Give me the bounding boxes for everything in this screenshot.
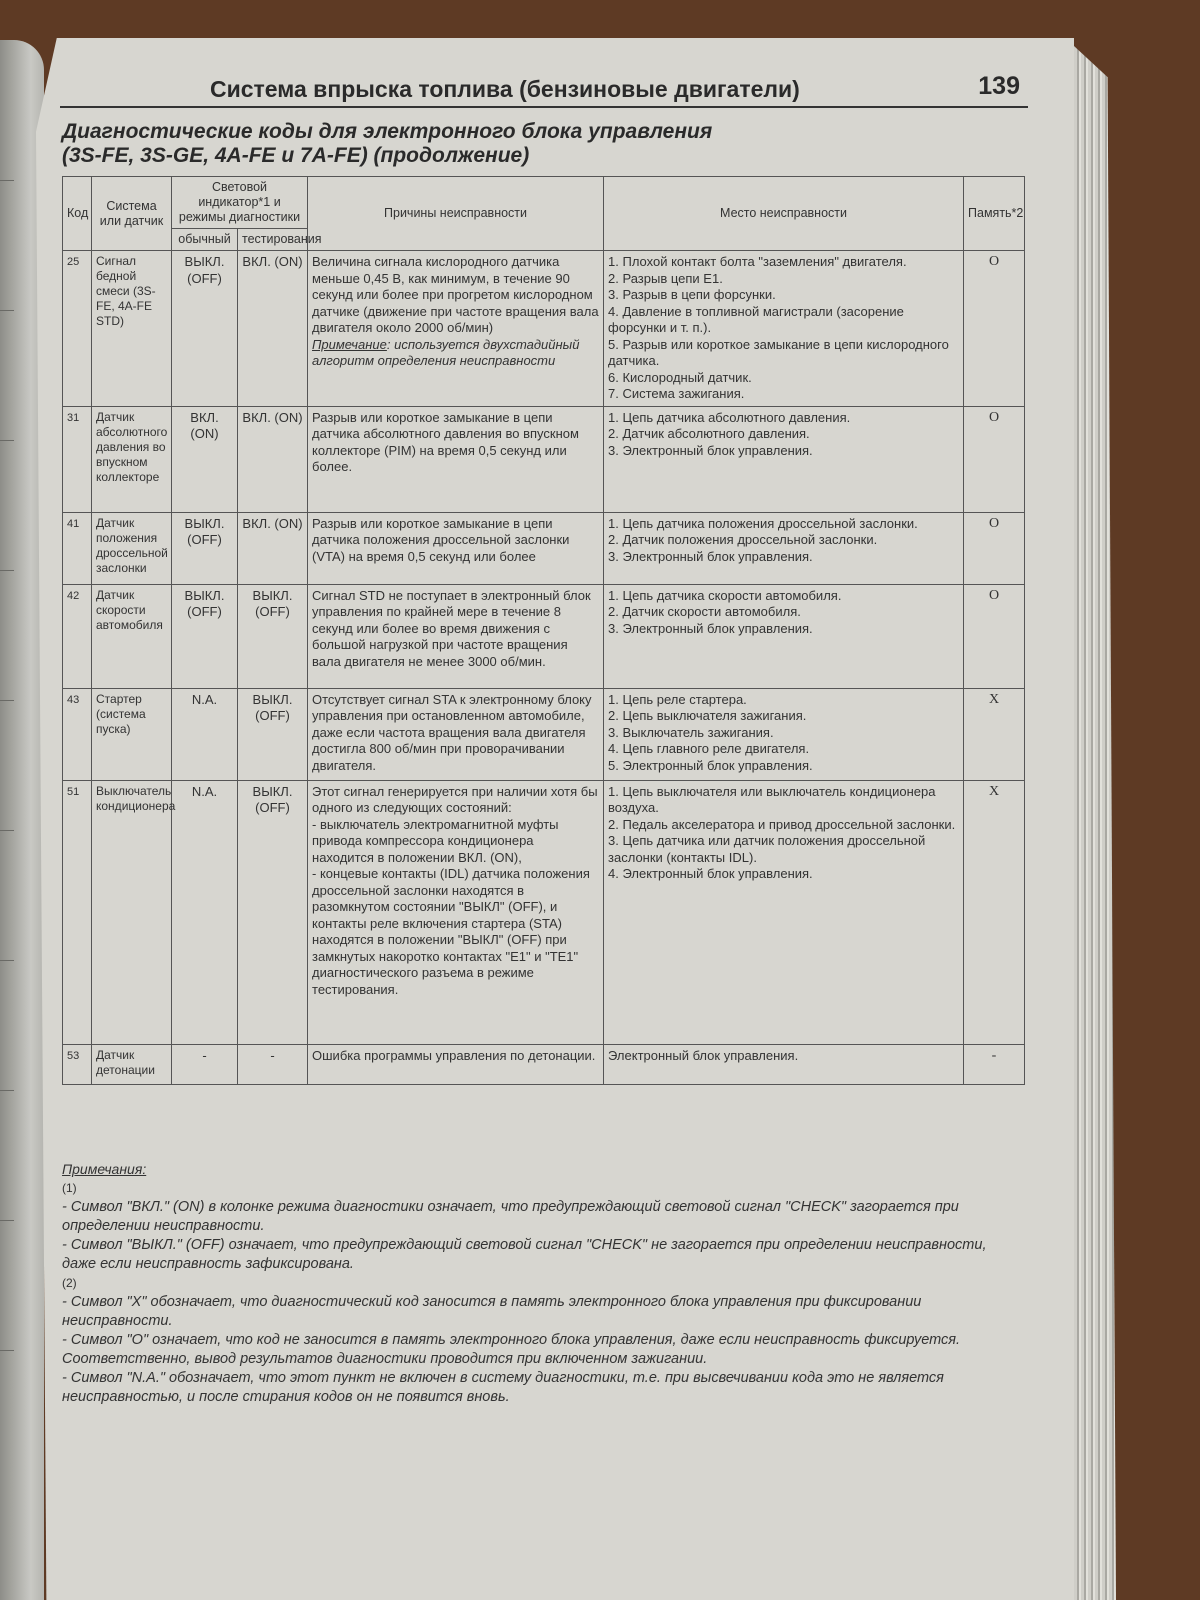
row-mode-normal: - xyxy=(172,1044,238,1084)
location-item: 2. Датчик положения дроссельной заслонки. xyxy=(608,532,878,547)
row-mode-normal: ВЫКЛ. (OFF) xyxy=(172,251,238,407)
location-item: 3. Электронный блок управления. xyxy=(608,620,813,636)
row-location xyxy=(604,406,964,512)
running-header xyxy=(60,74,1028,108)
row-mode-test: ВКЛ. (ON) xyxy=(238,406,308,512)
row-memory: - xyxy=(964,1044,1025,1084)
page-number: 139 xyxy=(978,72,1020,100)
location-item: 3. Электронный блок управления. xyxy=(608,548,813,564)
cause-text: Сигнал STD не поступает в электронный блок управления по крайней мере в течение 8 секунд или более во время движения с большой нагрузкой при частоте вращения вала двигателя не менее 3000 об/мин. xyxy=(312,587,591,669)
row-code: 51 xyxy=(63,780,92,1044)
row-code: 43 xyxy=(63,688,92,780)
header-title: Система впрыска топлива (бензиновые двигатели) xyxy=(210,76,800,102)
header-system: Система или датчик xyxy=(92,177,172,251)
location-item: 2. Датчик скорости автомобиля. xyxy=(608,604,801,619)
row-system: Стартер (система пуска) xyxy=(92,688,172,780)
cause-note-label: Примечание xyxy=(312,336,387,352)
header-indicator: Световой индикатор*1 и режимы диагностики xyxy=(172,177,308,229)
location-item: 4. Электронный блок управления. xyxy=(608,866,813,881)
cause-text: Разрыв или короткое замыкание в цепи датчика абсолютного давления во впускном коллекторе (PIM) на время 0,5 секунд или более. xyxy=(312,409,579,474)
row-system: Выключатель кондиционера xyxy=(92,780,172,1044)
header-location: Место неисправности xyxy=(604,177,964,251)
row-code: 31 xyxy=(63,406,92,512)
cause-text: Величина сигнала кислородного датчика меньше 0,45 В, как минимум, в течение 90 секунд или более при прогретом кислородном датчике (движение при частоте вращения вала двигателя около 2000 об/мин) xyxy=(312,254,599,335)
location-item: 1. Цепь выключателя или выключатель кондиционера воздуха. xyxy=(608,783,936,815)
location-item: 4. Цепь главного реле двигателя. xyxy=(608,741,810,756)
header-code: Код xyxy=(63,177,92,251)
row-mode-test: ВЫКЛ. (OFF) xyxy=(238,780,308,1044)
table-row xyxy=(63,406,1025,512)
row-memory: O xyxy=(964,406,1025,512)
row-code: 53 xyxy=(63,1044,92,1084)
location-item: 3. Выключатель зажигания. xyxy=(608,724,774,740)
row-causes xyxy=(308,406,604,512)
row-memory: O xyxy=(964,251,1025,407)
row-location xyxy=(604,512,964,584)
cause-text: Отсутствует сигнал STA к электронному блоку управления при остановленном автомобиле, даже если частота вращения вала двигателя достигла 800 об/мин при проворачивании двигателя. xyxy=(312,691,592,773)
diagnostic-codes-table xyxy=(62,176,1025,1085)
row-causes xyxy=(308,688,604,780)
row-memory: O xyxy=(964,584,1025,688)
location-item: 3. Электронный блок управления. xyxy=(608,442,813,458)
page-stack-edge xyxy=(1074,46,1116,1600)
location-item: 2. Разрыв цепи Е1. xyxy=(608,270,723,286)
location-item: 2. Цепь выключателя зажигания. xyxy=(608,708,807,723)
row-mode-test: ВКЛ. (ON) xyxy=(238,251,308,407)
header-test: тестирования xyxy=(238,229,308,251)
section-title xyxy=(62,120,962,168)
location-item: 3. Цепь датчика или датчик положения дроссельной заслонки (контакты IDL). xyxy=(608,833,926,865)
location-item: 4. Давление в топливной магистрали (засорение форсунки и т. п.). xyxy=(608,303,904,335)
location-item: 1. Цепь датчика положения дроссельной заслонки. xyxy=(608,515,918,531)
cause-text: Этот сигнал генерируется при наличии хотя бы одного из следующих состояний: xyxy=(312,783,598,815)
location-item: Электронный блок управления. xyxy=(608,1047,799,1063)
row-system: Сигнал бедной смеси (3S-FE, 4A-FE STD) xyxy=(92,251,172,407)
row-mode-normal: N.A. xyxy=(172,780,238,1044)
row-code: 42 xyxy=(63,584,92,688)
row-mode-test: - xyxy=(238,1044,308,1084)
location-item: 2. Педаль акселератора и привод дроссельной заслонки. xyxy=(608,816,956,832)
note-text: - Символ "O" означает, что код не заносится в память электронного блока управления, даже если неисправность фиксируется. Соответственно, вывод результатов диагностики проводится при включенном зажигании. xyxy=(62,1332,961,1367)
row-system: Датчик скорости автомобиля xyxy=(92,584,172,688)
location-item: 2. Датчик абсолютного давления. xyxy=(608,426,810,441)
row-memory: X xyxy=(964,688,1025,780)
row-location xyxy=(604,584,964,688)
header-causes: Причины неисправности xyxy=(308,177,604,251)
table-row xyxy=(63,512,1025,584)
location-item: 6. Кислородный датчик. xyxy=(608,369,752,385)
location-item: 1. Плохой контакт болта "заземления" двигателя. xyxy=(608,254,907,269)
notes-heading: Примечания: xyxy=(62,1161,147,1177)
row-mode-normal: N.A. xyxy=(172,688,238,780)
cause-note xyxy=(312,337,579,369)
header-memory: Память*2 xyxy=(964,177,1025,251)
section-title-line-1: Диагностические коды для электронного блока управления xyxy=(62,120,713,143)
location-item: 7. Система зажигания. xyxy=(608,386,745,401)
header-normal: обычный xyxy=(172,229,238,251)
location-item: 5. Разрыв или короткое замыкание в цепи кислородного датчика. xyxy=(608,336,949,368)
note-text: - Символ "ВЫКЛ." (OFF) означает, что предупреждающий световой сигнал "CHECK" не загорается при определении неисправности, даже если неисправность зафиксирована. xyxy=(62,1237,987,1272)
row-location xyxy=(604,688,964,780)
table-row xyxy=(63,780,1025,1044)
location-item: 1. Цепь датчика скорости автомобиля. xyxy=(608,587,842,603)
table-row xyxy=(63,1044,1025,1084)
note-text: - Символ "N.A." обозначает, что этот пункт не включен в систему диагностики, т.е. при высвечивании кода это не является неисправностью, и после стирания кодов он не появится вновь. xyxy=(62,1370,944,1405)
row-system: Датчик абсолютного давления во впускном коллекторе xyxy=(92,406,172,512)
row-location xyxy=(604,1044,964,1084)
row-code: 41 xyxy=(63,512,92,584)
row-system: Датчик положения дроссельной заслонки xyxy=(92,512,172,584)
table-row xyxy=(63,584,1025,688)
row-causes xyxy=(308,512,604,584)
location-item: 1. Цепь датчика абсолютного давления. xyxy=(608,409,851,425)
row-causes xyxy=(308,780,604,1044)
note-marker-1: (1) xyxy=(62,1181,77,1195)
row-causes xyxy=(308,251,604,407)
row-system: Датчик детонации xyxy=(92,1044,172,1084)
row-mode-normal: ВЫКЛ. (OFF) xyxy=(172,512,238,584)
row-mode-normal: ВЫКЛ. (OFF) xyxy=(172,584,238,688)
table-row xyxy=(63,251,1025,407)
table-header-row xyxy=(63,177,1025,229)
row-mode-test: ВКЛ. (ON) xyxy=(238,512,308,584)
row-location xyxy=(604,780,964,1044)
cause-note-text: : используется двухстадийный алгоритм определения неисправности xyxy=(312,336,580,368)
cause-text: Разрыв или короткое замыкание в цепи датчика положения дроссельной заслонки (VTA) на время 0,5 секунд или более xyxy=(312,515,570,564)
footnotes xyxy=(62,1160,1024,1407)
section-title-line-2: (3S-FE, 3S-GE, 4A-FE и 7A-FE) (продолжение) xyxy=(62,144,530,167)
cause-text: Ошибка программы управления по детонации. xyxy=(312,1047,596,1063)
cause-text: - концевые контакты (IDL) датчика положения дроссельной заслонки находятся в разомкнутом состоянии "ВЫКЛ" (OFF), и контакты реле включения стартера (STA) находятся в положении "ВЫКЛ" (OFF) при замкнутых накоротко контактах "E1" и "TE1" диагностического разъема в режиме тестирования. xyxy=(312,866,590,997)
location-item: 5. Электронный блок управления. xyxy=(608,757,813,773)
row-causes xyxy=(308,1044,604,1084)
row-mode-test: ВЫКЛ. (OFF) xyxy=(238,584,308,688)
row-code: 25 xyxy=(63,251,92,407)
table-row xyxy=(63,688,1025,780)
row-causes xyxy=(308,584,604,688)
location-item: 3. Разрыв в цепи форсунки. xyxy=(608,287,776,302)
location-item: 1. Цепь реле стартера. xyxy=(608,691,747,707)
row-memory: O xyxy=(964,512,1025,584)
note-marker-2: (2) xyxy=(62,1276,77,1290)
note-text: - Символ "ВКЛ." (ON) в колонке режима диагностики означает, что предупреждающий световой сигнал "CHECK" загорается при определении неисправности. xyxy=(62,1199,959,1234)
note-text: - Символ "X" обозначает, что диагностический код заносится в память электронного блока управления при фиксировании неисправности. xyxy=(62,1294,922,1329)
cause-text: - выключатель электромагнитной муфты привода компрессора кондиционера находится в положении ВКЛ. (ON), xyxy=(312,816,559,865)
row-mode-test: ВЫКЛ. (OFF) xyxy=(238,688,308,780)
row-location xyxy=(604,251,964,407)
row-mode-normal: ВКЛ. (ON) xyxy=(172,406,238,512)
row-memory: X xyxy=(964,780,1025,1044)
